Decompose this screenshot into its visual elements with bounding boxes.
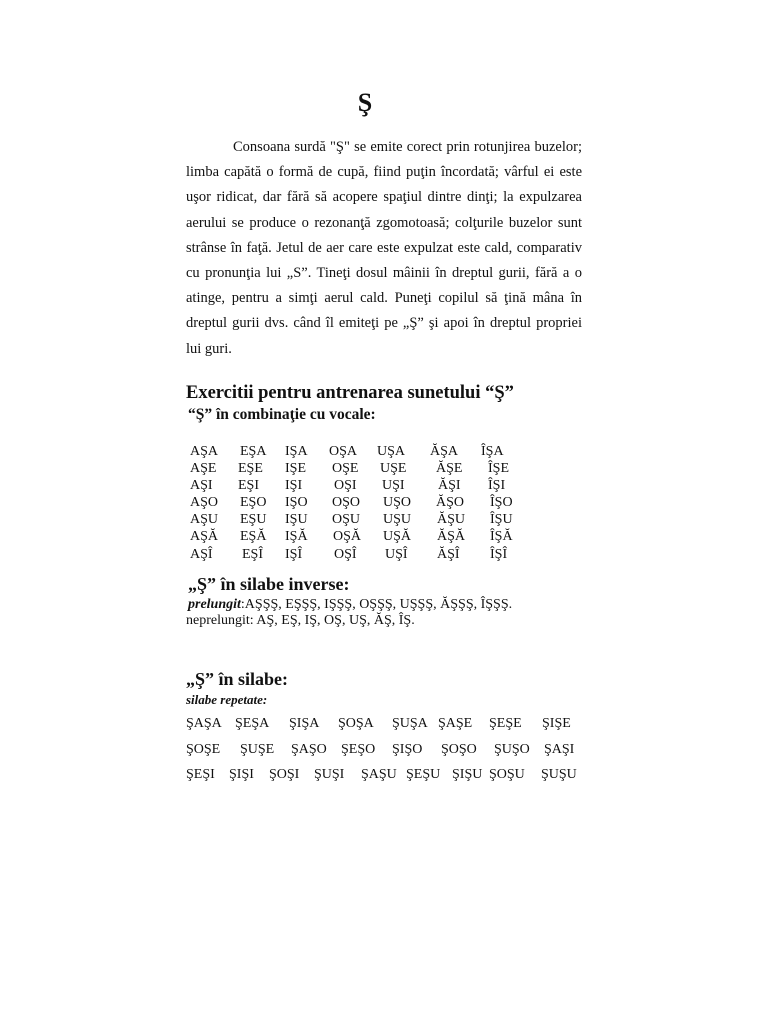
- syllable-cell: ŞEŞU: [406, 767, 441, 782]
- vowel-cell: ĂŞU: [437, 512, 466, 528]
- syllable-cell: ŞEŞO: [341, 741, 376, 757]
- vowel-cell: OŞA: [329, 444, 358, 459]
- vowel-cell: OŞI: [334, 478, 357, 494]
- vowel-cell: OŞĂ: [333, 529, 362, 545]
- syllable-cell: ŞIŞE: [542, 716, 571, 731]
- vowel-cell: AŞO: [190, 495, 219, 511]
- vowel-cell: AŞĂ: [190, 529, 219, 545]
- vowel-cell: IŞE: [285, 461, 306, 477]
- repeated-label-text: silabe repetate: [186, 692, 263, 707]
- syllable-cell: ŞEŞI: [186, 767, 215, 782]
- vowel-cell: UŞA: [377, 444, 406, 459]
- vowel-cell: OŞÎ: [334, 546, 357, 562]
- vowel-cell: EŞE: [238, 461, 263, 477]
- vowel-cell: IŞI: [285, 478, 303, 494]
- syllable-cell: ŞIŞI: [229, 767, 254, 782]
- syllable-cell: ŞOŞU: [489, 767, 525, 782]
- vowel-cell: UŞE: [380, 461, 407, 477]
- vowel-cell: EŞI: [238, 478, 259, 494]
- page-title: [0, 88, 768, 118]
- syllable-cell: ŞIŞU: [452, 767, 483, 782]
- vowel-cell: ĂŞO: [436, 495, 465, 511]
- vowel-cell: ÎŞE: [488, 461, 509, 477]
- vowel-cell: OŞE: [332, 461, 359, 477]
- exercises-heading: Exercitii pentru antrenarea sunetului “Ş”: [186, 383, 514, 403]
- syllable-cell: ŞOŞI: [269, 767, 300, 782]
- vowel-cell: IŞA: [285, 444, 308, 459]
- vowel-cell: AŞÎ: [190, 546, 213, 562]
- vowel-cell: UŞU: [383, 512, 412, 528]
- vowel-cell: UŞI: [382, 478, 405, 494]
- vowel-cell: IŞU: [285, 512, 308, 528]
- vowel-cell: EŞĂ: [240, 529, 267, 545]
- syllable-cell: ŞIŞA: [289, 716, 320, 731]
- vowel-cell: EŞO: [240, 495, 267, 511]
- vowel-cell: AŞE: [190, 461, 217, 477]
- vowel-cell: IŞĂ: [285, 529, 308, 545]
- prelungit-line: [188, 597, 512, 613]
- vowel-cell: ÎŞO: [490, 495, 513, 511]
- vowel-cell: AŞI: [190, 478, 213, 494]
- prelungit-text: :AŞŞŞ, EŞŞŞ, IŞŞŞ, OŞŞŞ, UŞŞŞ, ĂŞŞŞ, ÎŞŞŞ.: [240, 597, 513, 612]
- vowel-cell: IŞO: [285, 495, 308, 511]
- vowel-cell: ĂŞI: [438, 478, 461, 494]
- title-text: Ş: [357, 88, 373, 117]
- vowel-cell: OŞU: [332, 512, 361, 528]
- inverse-syllables-heading: „Ş” în silabe inverse:: [188, 574, 350, 594]
- vowel-cell: UŞĂ: [383, 529, 412, 545]
- vowel-cell: ĂŞĂ: [437, 529, 466, 545]
- vowel-cell: AŞA: [190, 444, 219, 459]
- syllable-cell: ŞOŞO: [441, 741, 477, 757]
- syllable-cell: ŞOŞE: [186, 741, 221, 757]
- syllable-cell: ŞIŞO: [392, 741, 423, 757]
- syllable-cell: ŞOŞA: [338, 716, 374, 731]
- syllable-cell: ŞAŞA: [186, 716, 222, 731]
- syllable-cell: ŞAŞE: [438, 716, 473, 731]
- syllable-cell: ŞAŞO: [291, 741, 327, 757]
- syllable-cell: ŞEŞA: [235, 716, 270, 731]
- vowel-cell: ÎŞÎ: [490, 546, 508, 562]
- repeated-syllables-label: [186, 692, 267, 708]
- vowel-cell: ĂŞA: [430, 444, 459, 459]
- intro-paragraph-text: Consoana surdă "Ş" se emite corect prin rotunjirea buzelor; limba capătă o formă de cupă, fiind puţin încordată; vârful ei este uşor ridicat, dar fără să acopere spaţiul dintre dinţi; la expulzarea aerului se produce o rezonanţă zgomotoasă; colţurile buzelor sunt strânse în faţă. Jetul de aer care este expulzat este cald, comparativ cu pronunţia lui „S”. Tineţi dosul mâinii în dreptul gurii, fără a o atinge, pentru a simţi aerul cald. Puneţi copilul să ţină mâna în dreptul gurii dvs. când îl emiteţi pe „Ş” şi apoi în dreptul propriei lui guri.: [186, 139, 582, 357]
- vowels-heading: “Ş” în combinaţie cu vocale:: [188, 406, 376, 423]
- syllable-cell: ŞUŞA: [392, 716, 428, 731]
- vowel-cell: AŞU: [190, 512, 219, 528]
- syllable-cell: ŞAŞU: [361, 767, 397, 782]
- syllables-heading: „Ş” în silabe:: [186, 669, 289, 689]
- vowel-cell: IŞÎ: [285, 546, 303, 562]
- intro-paragraph: [186, 135, 582, 362]
- vowel-cell: EŞA: [240, 444, 267, 459]
- vowel-cell: ĂŞE: [436, 461, 463, 477]
- syllable-cell: ŞEŞE: [489, 716, 522, 731]
- vowel-cell: UŞÎ: [385, 546, 408, 562]
- syllable-cell: ŞUŞU: [541, 767, 577, 782]
- vowel-cell: OŞO: [332, 495, 361, 511]
- syllable-cell: ŞUŞO: [494, 741, 530, 757]
- vowel-cell: ÎŞA: [481, 444, 504, 459]
- prelungit-label: prelungit: [188, 597, 241, 612]
- vowel-cell: EŞU: [240, 512, 267, 528]
- vowel-cell: ÎŞU: [490, 512, 513, 528]
- vowel-cell: ÎŞĂ: [490, 529, 513, 545]
- neprelungit-line: neprelungit: AŞ, EŞ, IŞ, OŞ, UŞ, ĂŞ, ÎŞ.: [186, 613, 415, 628]
- vowel-cell: EŞÎ: [242, 546, 263, 562]
- repeated-label-colon: :: [262, 692, 268, 707]
- vowel-cell: UŞO: [383, 495, 412, 511]
- syllable-cell: ŞAŞI: [544, 741, 575, 757]
- vowel-cell: ÎŞI: [488, 478, 506, 494]
- syllable-cell: ŞUŞI: [314, 767, 345, 782]
- syllable-cell: ŞUŞE: [240, 741, 275, 757]
- vowel-cell: ĂŞÎ: [437, 546, 460, 562]
